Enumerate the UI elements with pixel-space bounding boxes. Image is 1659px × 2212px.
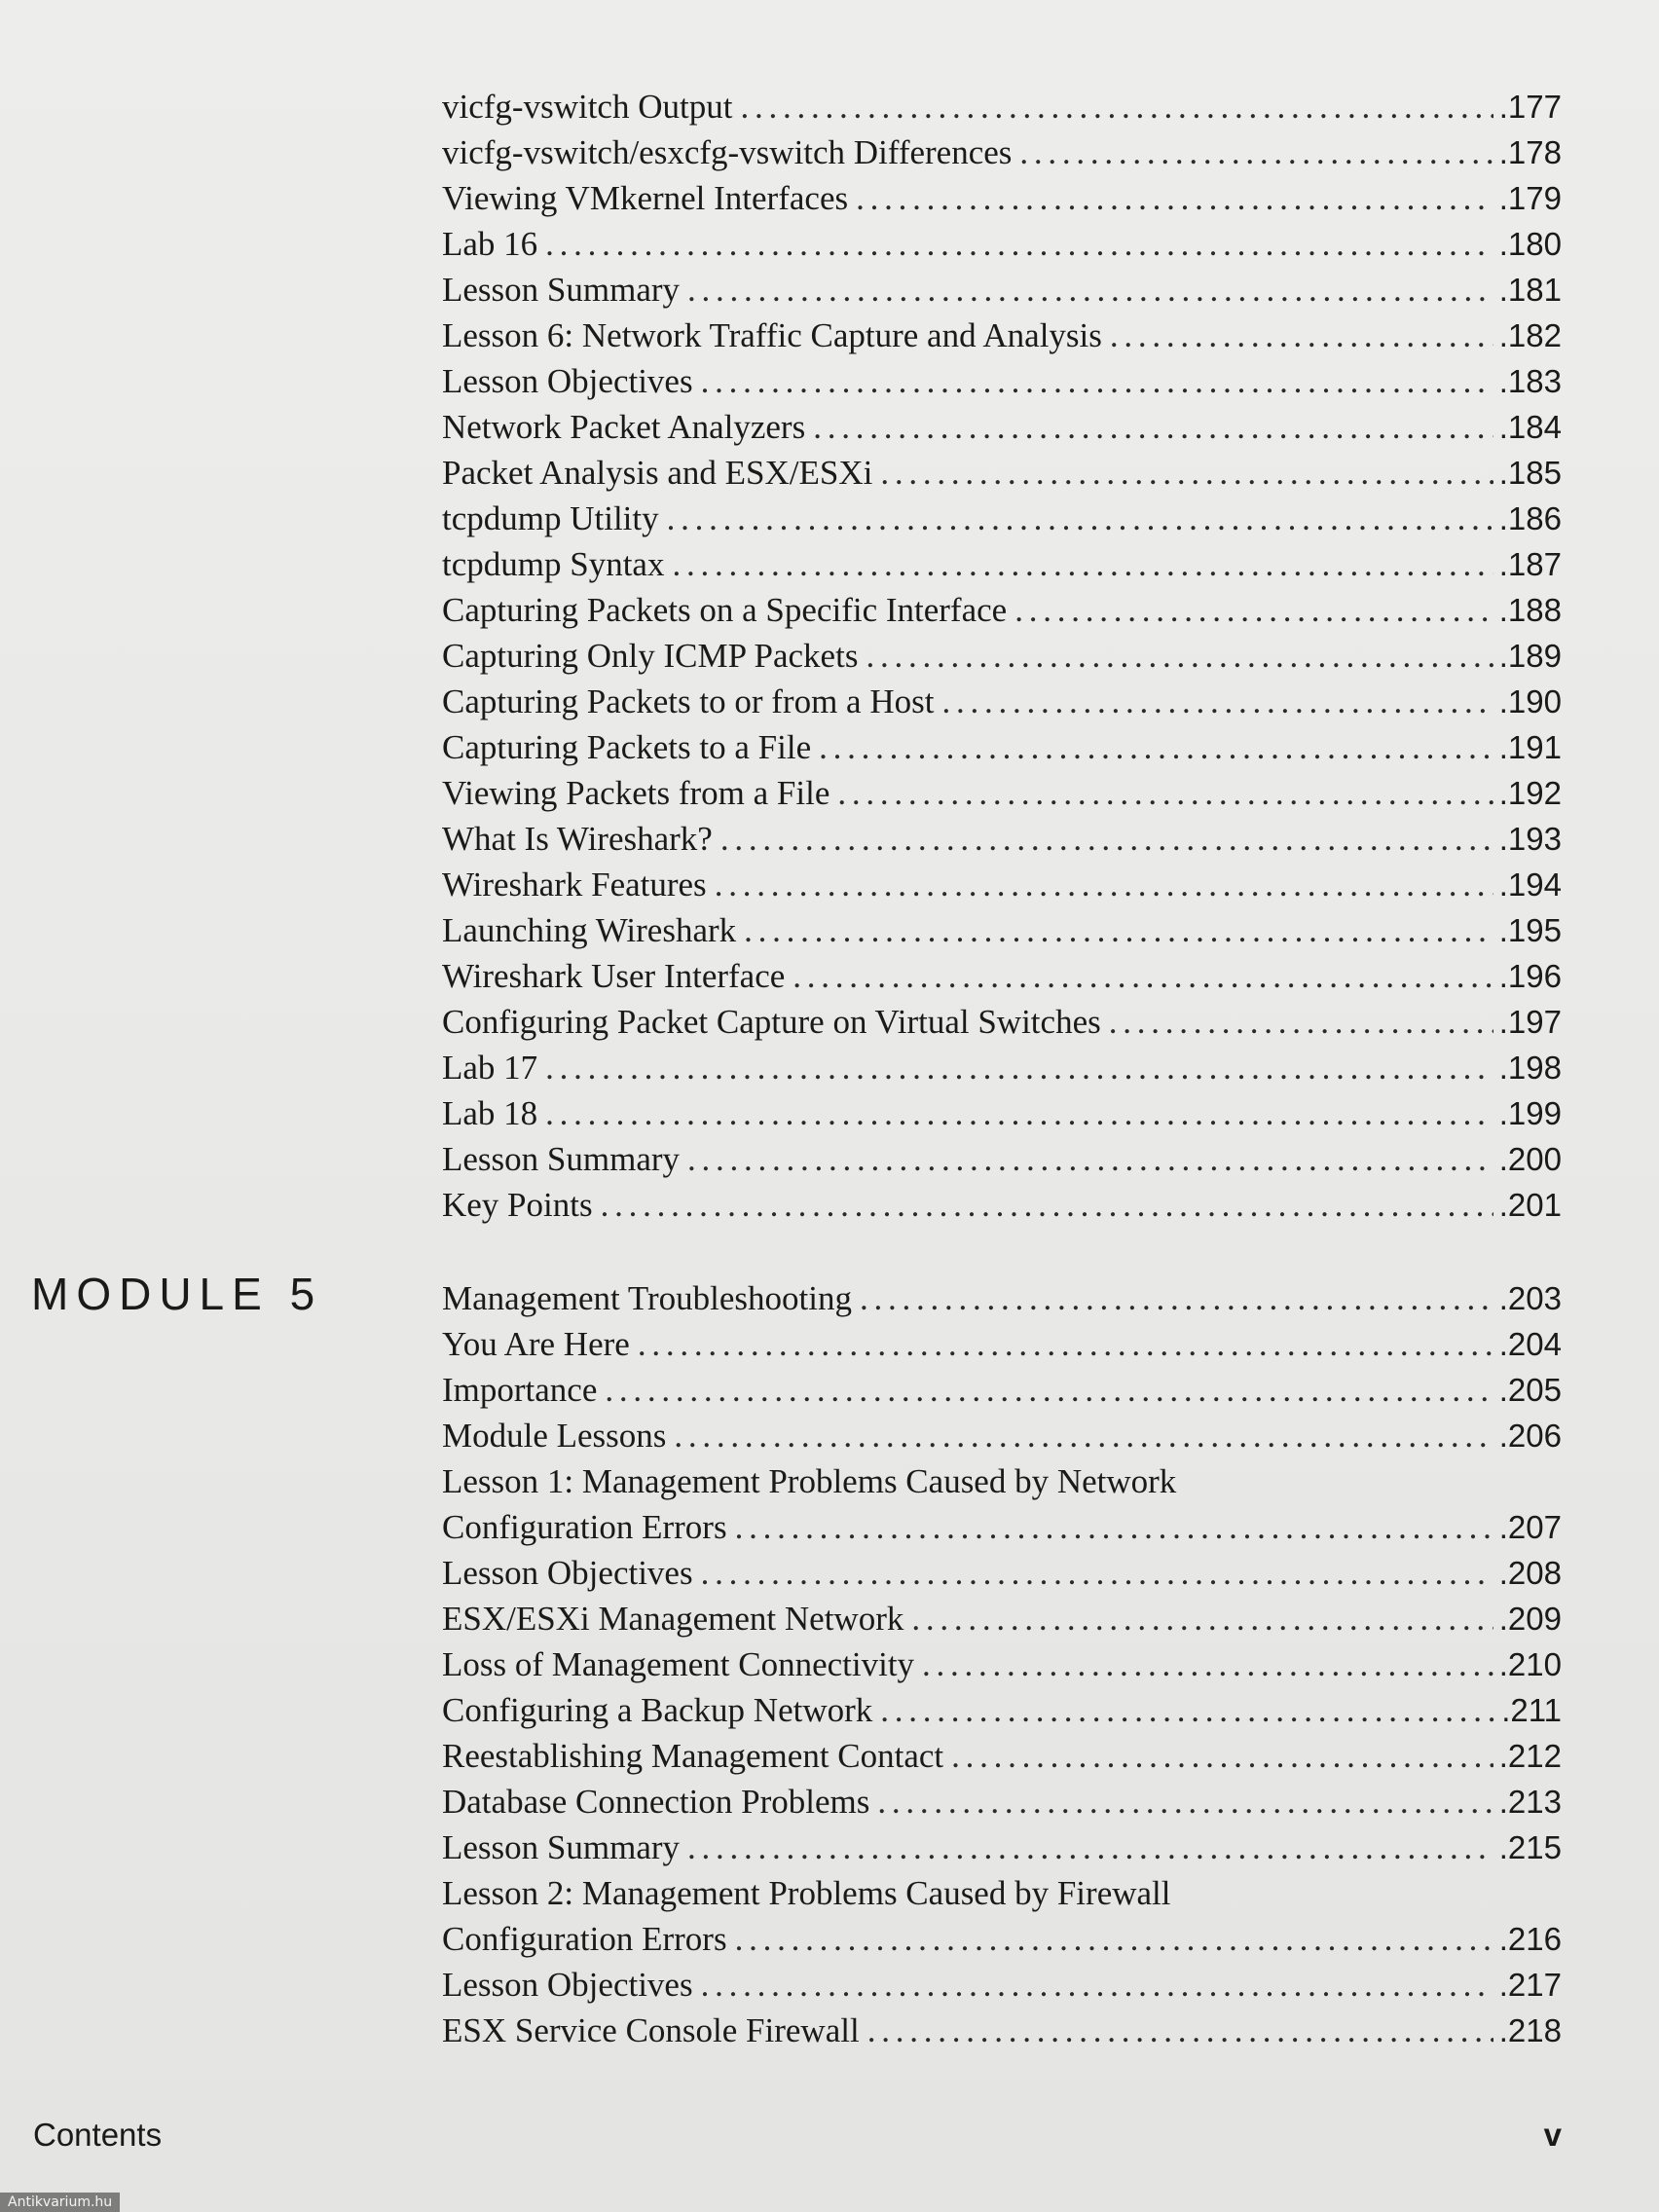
toc-entry-page: .216 <box>1498 1921 1562 1957</box>
toc-entry-page: .193 <box>1498 821 1562 857</box>
toc-entry-page: .197 <box>1498 1004 1562 1040</box>
dot-leader <box>545 221 1493 267</box>
toc-entry-page: .206 <box>1498 1418 1562 1454</box>
toc-entry-page: .198 <box>1498 1050 1562 1086</box>
toc-entry-title: Lesson Objectives <box>442 1554 693 1592</box>
toc-entry <box>442 267 1562 313</box>
toc-entry-title: Module Lessons <box>442 1417 667 1455</box>
dot-leader <box>720 816 1493 862</box>
toc-entry-title: Lesson Summary <box>442 1140 681 1178</box>
toc-entry <box>442 1550 1562 1596</box>
toc-entry-title: Lab 16 <box>442 225 538 263</box>
toc-entry-page: .188 <box>1498 592 1562 628</box>
toc-entry-title: Viewing Packets from a File <box>442 774 830 812</box>
dot-leader <box>880 1687 1495 1733</box>
toc-entry-title: Database Connection Problems <box>442 1783 870 1821</box>
dot-leader <box>866 633 1493 679</box>
toc-entry-page: .182 <box>1498 317 1562 353</box>
dot-leader <box>1109 999 1493 1045</box>
toc-entry <box>442 313 1562 358</box>
dot-leader <box>545 1090 1493 1136</box>
toc-entry-page: .207 <box>1498 1509 1562 1545</box>
toc-entry-page: .209 <box>1498 1601 1562 1637</box>
toc-entry-page: .192 <box>1498 775 1562 811</box>
dot-leader <box>740 84 1493 129</box>
dot-leader <box>674 1413 1493 1458</box>
toc-entry <box>442 541 1562 587</box>
toc-entry <box>442 1090 1562 1136</box>
toc-entry <box>442 1779 1562 1825</box>
toc-entry-page: .196 <box>1498 958 1562 994</box>
dot-leader <box>1014 587 1493 633</box>
module-label: MODULE 5 <box>31 1269 323 1319</box>
dot-leader <box>922 1641 1493 1687</box>
toc-entry <box>442 1275 1562 1321</box>
dot-leader <box>877 1779 1493 1825</box>
toc-entry-title: Lesson Objectives <box>442 362 693 400</box>
toc-entry-title: tcpdump Utility <box>442 499 659 537</box>
toc-entry-title: Loss of Management Connectivity <box>442 1645 915 1683</box>
toc-entry-page: .187 <box>1498 546 1562 582</box>
toc-entry <box>442 404 1562 450</box>
dot-leader <box>819 724 1493 770</box>
toc-entry <box>442 1641 1562 1687</box>
toc-entry-title: Reestablishing Management Contact <box>442 1737 944 1775</box>
dot-leader <box>735 1504 1493 1550</box>
toc-entry-title: Wireshark Features <box>442 866 707 903</box>
toc-entry-page: .185 <box>1498 455 1562 491</box>
toc-entry <box>442 1825 1562 1870</box>
dot-leader <box>911 1596 1493 1641</box>
toc-entry-title: Wireshark User Interface <box>442 957 786 995</box>
dot-leader <box>701 1962 1493 2008</box>
toc-entry <box>442 1962 1562 2008</box>
toc-entry <box>442 1413 1562 1458</box>
toc-entry <box>442 953 1562 999</box>
toc-entry-heading-line <box>442 1458 1562 1504</box>
footer-page-number: v <box>1543 2117 1562 2153</box>
toc-entry <box>442 1136 1562 1182</box>
watermark: Antikvarium.hu <box>0 2193 120 2212</box>
toc-entry-page: .179 <box>1498 180 1562 216</box>
toc-entry <box>442 1504 1562 1550</box>
toc-entry-page: .181 <box>1498 272 1562 308</box>
toc-entry-title: Packet Analysis and ESX/ESXi <box>442 454 873 492</box>
dot-leader <box>856 175 1493 221</box>
toc-entry-page: .180 <box>1498 226 1562 262</box>
dot-leader <box>1019 129 1493 175</box>
dot-leader <box>601 1182 1493 1228</box>
toc-entry-heading-line <box>442 1870 1562 1916</box>
toc-entry-page: .205 <box>1498 1372 1562 1408</box>
toc-entry <box>442 1045 1562 1090</box>
toc-entry-title: Configuring Packet Capture on Virtual Switches <box>442 1003 1101 1041</box>
toc-entry <box>442 1321 1562 1367</box>
toc-entry-title: Lesson 2: Management Problems Caused by Firewall <box>442 1874 1171 1912</box>
toc-entry-title: Capturing Only ICMP Packets <box>442 637 859 675</box>
toc-entry-page: .204 <box>1498 1326 1562 1362</box>
toc-entry <box>442 724 1562 770</box>
toc-entry-page: .177 <box>1498 89 1562 125</box>
toc-entry-title: vicfg-vswitch Output <box>442 88 733 126</box>
dot-leader <box>667 496 1493 541</box>
toc-entry-page: .210 <box>1498 1646 1562 1682</box>
toc-entry <box>442 221 1562 267</box>
dot-leader <box>867 2008 1493 2053</box>
toc-entry-title: Key Points <box>442 1186 593 1224</box>
toc-entry-title: Lesson Summary <box>442 271 681 309</box>
toc-entry-title: tcpdump Syntax <box>442 545 665 583</box>
toc-entry-page: .186 <box>1498 500 1562 536</box>
toc-entry-title: Lesson 6: Network Traffic Capture and Analysis <box>442 316 1102 354</box>
toc-entry <box>442 862 1562 907</box>
toc-entry <box>442 84 1562 129</box>
dot-leader <box>744 907 1493 953</box>
toc-entry-title: You Are Here <box>442 1325 630 1363</box>
dot-leader <box>701 358 1493 404</box>
dot-leader <box>1110 313 1493 358</box>
dot-leader <box>880 450 1493 496</box>
toc-entry-page: .195 <box>1498 912 1562 948</box>
toc-entry-title: Lesson Summary <box>442 1828 681 1866</box>
toc-entry-title: Management Troubleshooting <box>442 1279 852 1317</box>
toc-entry <box>442 129 1562 175</box>
toc-entry <box>442 175 1562 221</box>
toc-entry-title: Configuration Errors <box>442 1508 727 1546</box>
toc-entry-title: ESX/ESXi Management Network <box>442 1600 904 1638</box>
toc-entry-page: .218 <box>1498 2012 1562 2048</box>
toc-entry <box>442 679 1562 724</box>
dot-leader <box>941 679 1493 724</box>
dot-leader <box>687 1825 1493 1870</box>
toc-entry-title: Configuration Errors <box>442 1920 727 1958</box>
toc-entry-page: .212 <box>1498 1738 1562 1774</box>
dot-leader <box>813 404 1493 450</box>
toc-entry <box>442 2008 1562 2053</box>
toc-entry-title: Viewing VMkernel Interfaces <box>442 179 849 217</box>
toc-entry <box>442 1182 1562 1228</box>
toc-entry-page: .199 <box>1498 1095 1562 1131</box>
toc-entry <box>442 1367 1562 1413</box>
toc-entry-page: .183 <box>1498 363 1562 399</box>
toc-entry-title: Capturing Packets on a Specific Interface <box>442 591 1008 629</box>
dot-leader <box>672 541 1493 587</box>
toc-entry <box>442 496 1562 541</box>
toc-entry-title: Lesson Objectives <box>442 1966 693 2004</box>
toc-entry-title: vicfg-vswitch/esxcfg-vswitch Differences <box>442 133 1013 171</box>
toc-entry-title: Capturing Packets to or from a Host <box>442 682 935 720</box>
toc-entry <box>442 633 1562 679</box>
dot-leader <box>951 1733 1493 1779</box>
toc-entry-page: .217 <box>1498 1967 1562 2003</box>
toc-entry-title: Capturing Packets to a File <box>442 728 812 766</box>
toc-block-1 <box>442 84 1562 1228</box>
toc-entry-title: ESX Service Console Firewall <box>442 2011 860 2049</box>
dot-leader <box>701 1550 1493 1596</box>
toc-entry-title: Network Packet Analyzers <box>442 408 806 446</box>
toc-entry-title: Lesson 1: Management Problems Caused by Network <box>442 1462 1177 1500</box>
toc-entry-page: .208 <box>1498 1555 1562 1591</box>
toc-entry-page: .190 <box>1498 683 1562 719</box>
toc-entry-page: .201 <box>1498 1187 1562 1223</box>
toc-entry-title: Lab 17 <box>442 1049 538 1087</box>
toc-entry <box>442 999 1562 1045</box>
toc-entry-page: .213 <box>1498 1784 1562 1820</box>
toc-entry-page: .184 <box>1498 409 1562 445</box>
dot-leader <box>605 1367 1493 1413</box>
toc-entry <box>442 1596 1562 1641</box>
toc-entry-page: .215 <box>1498 1829 1562 1865</box>
footer-section-title: Contents <box>33 2117 163 2153</box>
toc-block-2 <box>442 1275 1562 2053</box>
toc-entry-page: .200 <box>1498 1141 1562 1177</box>
toc-entry-title: What Is Wireshark? <box>442 820 713 858</box>
toc-entry <box>442 450 1562 496</box>
dot-leader <box>860 1275 1493 1321</box>
dot-leader <box>687 267 1493 313</box>
toc-entry-page: .178 <box>1498 134 1562 170</box>
toc-entry-title: Launching Wireshark <box>442 911 737 949</box>
dot-leader <box>638 1321 1493 1367</box>
toc-entry-page: .211 <box>1501 1692 1562 1728</box>
toc-entry <box>442 587 1562 633</box>
toc-entry-title: Configuring a Backup Network <box>442 1691 873 1729</box>
toc-entry <box>442 1733 1562 1779</box>
toc-entry-page: .203 <box>1498 1280 1562 1316</box>
toc-entry <box>442 1916 1562 1962</box>
dot-leader <box>793 953 1493 999</box>
dot-leader <box>545 1045 1493 1090</box>
toc-entry-page: .189 <box>1498 638 1562 674</box>
dot-leader <box>735 1916 1493 1962</box>
toc-entry <box>442 816 1562 862</box>
toc-entry-page: .191 <box>1498 729 1562 765</box>
toc-entry <box>442 907 1562 953</box>
toc-entry-page: .194 <box>1498 866 1562 903</box>
dot-leader <box>837 770 1493 816</box>
toc-entry <box>442 1687 1562 1733</box>
dot-leader <box>687 1136 1493 1182</box>
dot-leader <box>715 862 1493 907</box>
toc-entry-title: Importance <box>442 1371 598 1409</box>
toc-entry <box>442 770 1562 816</box>
toc-entry <box>442 358 1562 404</box>
toc-entry-title: Lab 18 <box>442 1094 538 1132</box>
